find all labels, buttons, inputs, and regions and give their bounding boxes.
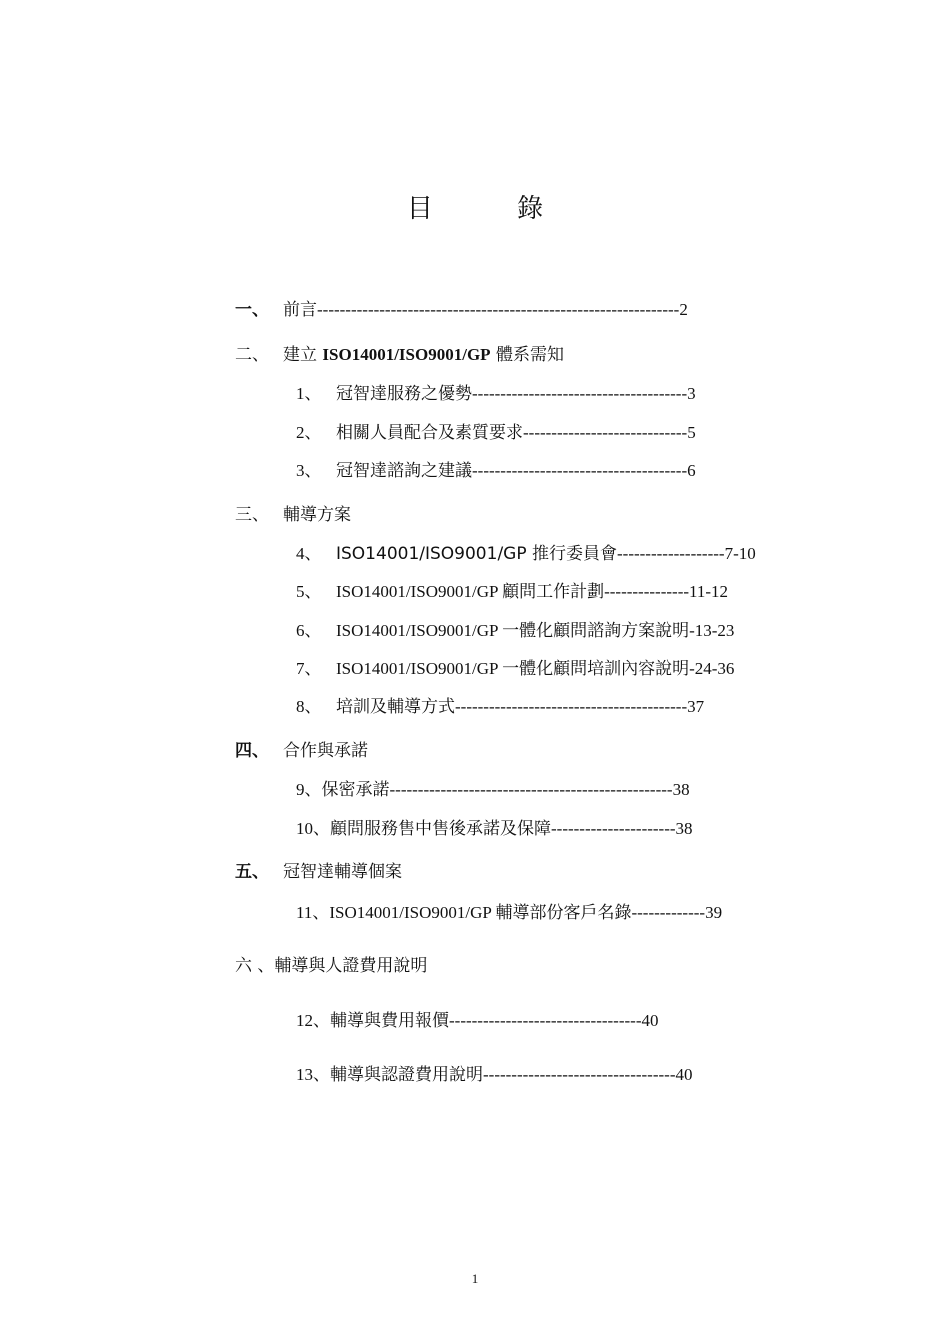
item-prefix: ISO14001/ISO9001/GP xyxy=(336,582,503,601)
item-number: 1、 xyxy=(296,384,322,403)
page-ref: 39 xyxy=(705,903,723,922)
item-number: 6、 xyxy=(296,621,322,640)
section-label-post: 體系需知 xyxy=(490,345,564,365)
toc-item-1[interactable] xyxy=(296,383,696,405)
item-number: 7、 xyxy=(296,659,322,678)
toc-section-6[interactable] xyxy=(235,955,427,977)
toc-item-2[interactable] xyxy=(296,422,696,444)
leader-dots: --------------- xyxy=(604,582,690,601)
section-number: 三、 xyxy=(235,505,269,525)
leader-dots: ------------------- xyxy=(617,544,725,563)
item-label: 輔導部份客戶名錄 xyxy=(495,903,632,923)
item-number: 3、 xyxy=(296,461,322,480)
item-label: 培訓及輔導方式 xyxy=(336,697,455,717)
page-ref: -24-36 xyxy=(689,659,735,678)
item-number: 12、 xyxy=(296,1011,330,1030)
item-label: 冠智達服務之優勢 xyxy=(336,384,472,404)
page-ref: 3 xyxy=(687,384,696,403)
item-number: 5、 xyxy=(296,582,322,601)
leader-dots: ---------------------------------------------------------------- xyxy=(317,300,680,319)
toc-item-11[interactable] xyxy=(296,902,722,924)
section-label: 合作與承諾 xyxy=(283,741,368,761)
section-label: 前言 xyxy=(283,300,317,320)
toc-item-13[interactable] xyxy=(296,1064,692,1086)
toc-section-5[interactable] xyxy=(235,861,402,883)
page-ref: 7-10 xyxy=(724,544,756,563)
toc-section-3[interactable] xyxy=(235,504,351,526)
item-prefix: ISO14001/ISO9001/GP xyxy=(336,621,503,640)
page-ref: 11-12 xyxy=(689,582,729,601)
toc-section-2[interactable] xyxy=(235,344,564,366)
section-label-pre: 建立 xyxy=(283,345,323,365)
page-ref: 40 xyxy=(641,1011,659,1030)
item-label: 輔導與認證費用說明 xyxy=(330,1065,483,1085)
page-ref: 2 xyxy=(679,300,688,319)
leader-dots: -------------------------------------------------- xyxy=(389,780,673,799)
toc-item-6[interactable] xyxy=(296,620,734,642)
toc-item-4[interactable] xyxy=(296,543,756,565)
leader-dots: -------------------------------------- xyxy=(472,384,688,403)
item-label: 相關人員配合及素質要求 xyxy=(336,423,523,443)
section-number: 二、 xyxy=(235,345,269,365)
item-label: 一體化顧問培訓內容說明 xyxy=(502,659,690,679)
section-label-standard: ISO14001/ISO9001/GP xyxy=(322,345,491,364)
page-ref: 37 xyxy=(687,697,705,716)
toc-item-7[interactable] xyxy=(296,658,734,680)
section-label: 輔導方案 xyxy=(283,505,351,525)
section-label: 六 、輔導與人證費用說明 xyxy=(235,956,428,976)
item-number: 10、 xyxy=(296,819,330,838)
item-label: 顧問服務售中售後承諾及保障 xyxy=(330,819,551,839)
item-label: ISO14001/ISO9001/GP 推行委員會 xyxy=(336,544,617,564)
section-number: 五、 xyxy=(235,862,269,882)
page-ref: 6 xyxy=(687,461,696,480)
toc-item-12[interactable] xyxy=(296,1010,658,1032)
item-label: 顧問工作計劃 xyxy=(502,582,605,602)
item-number: 11、 xyxy=(296,903,330,922)
page-number: 1 xyxy=(471,1271,479,1286)
leader-dots: -------------------------------------- xyxy=(472,461,688,480)
page-ref: -13-23 xyxy=(689,621,735,640)
item-number: 2、 xyxy=(296,423,322,442)
page-ref: 5 xyxy=(687,423,696,442)
item-label: 一體化顧問諮詢方案說明 xyxy=(502,621,690,641)
toc-item-3[interactable] xyxy=(296,460,696,482)
section-number: 一、 xyxy=(235,300,269,320)
item-prefix: ISO14001/ISO9001/GP xyxy=(329,903,496,922)
toc-section-1[interactable] xyxy=(235,299,688,321)
item-number: 8、 xyxy=(296,697,322,716)
toc-item-8[interactable] xyxy=(296,696,704,718)
toc-item-5[interactable] xyxy=(296,581,728,603)
leader-dots: ----------------------------------------- xyxy=(455,697,688,716)
toc-item-9[interactable] xyxy=(296,779,690,801)
page-ref: 38 xyxy=(675,819,693,838)
page-ref: 38 xyxy=(672,780,690,799)
leader-dots: ---------------------------------- xyxy=(449,1011,642,1030)
item-label: 輔導與費用報價 xyxy=(330,1011,449,1031)
toc-section-4[interactable] xyxy=(235,740,368,762)
page-title: 目 錄 xyxy=(406,194,582,224)
item-label: 保密承諾 xyxy=(321,780,390,800)
leader-dots: ------------- xyxy=(631,903,706,922)
item-prefix: ISO14001/ISO9001/GP xyxy=(336,659,503,678)
section-number: 四、 xyxy=(235,741,269,761)
item-number: 4、 xyxy=(296,544,322,563)
leader-dots: ---------------------- xyxy=(551,819,676,838)
leader-dots: ---------------------------------- xyxy=(483,1065,676,1084)
item-number: 9、 xyxy=(296,780,322,799)
item-label: 冠智達諮詢之建議 xyxy=(336,461,472,481)
section-label: 冠智達輔導個案 xyxy=(283,862,402,882)
toc-item-10[interactable] xyxy=(296,818,693,840)
leader-dots: ----------------------------- xyxy=(523,423,688,442)
page-ref: 40 xyxy=(675,1065,693,1084)
item-number: 13、 xyxy=(296,1065,330,1084)
